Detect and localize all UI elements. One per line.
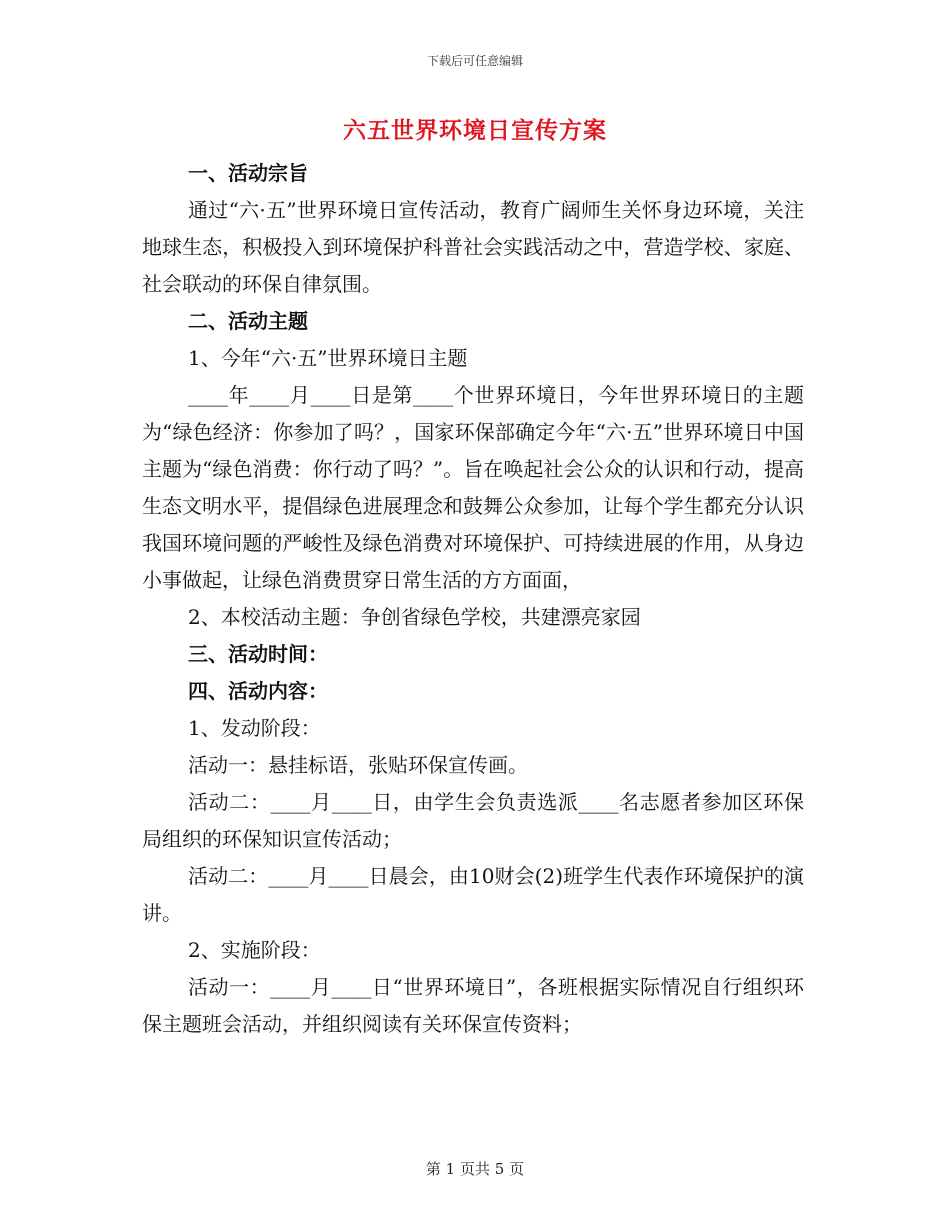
paragraph-purpose: 通过“六·五”世界环境日宣传活动，教育广阔师生关怀身边环境，关注地球生态，积极投入到环境保护科普社会实践活动之中，营造学校、家庭、社会联动的环保自律氛围。	[142, 198, 804, 296]
document-body	[142, 155, 804, 1043]
activity-item: 活动一：悬挂标语，张贴环保宣传画。	[188, 753, 528, 777]
activity-item: 活动一：____月____日“世界环境日”，各班根据实际情况自行组织环保主题班会活动，并组织阅读有关环保宣传资料；	[142, 975, 804, 1036]
section-heading-theme: 二、活动主题	[188, 309, 308, 333]
subheading-launch-stage: 1、发动阶段：	[188, 716, 321, 740]
activity-item: 活动二：____月____日，由学生会负责选派____名志愿者参加区环保局组织的环保知识宣传活动；	[142, 790, 804, 851]
document-title: 六五世界环境日宣传方案	[343, 117, 607, 144]
section-heading-purpose: 一、活动宗旨	[188, 161, 308, 185]
section-heading-content: 四、活动内容：	[188, 679, 328, 703]
subheading-implementation-stage: 2、实施阶段：	[188, 938, 321, 962]
page-header: 下载后可任意编辑	[426, 54, 523, 68]
subheading-theme-1: 1、今年“六·五”世界环境日主题	[188, 346, 468, 370]
paragraph-theme-details: ____年____月____日是第____个世界环境日，今年世界环境日的主题为“绿色经济：你参加了吗？，国家环保部确定今年“六·五”世界环境日中国主题为“绿色消费：你行动了吗？”。旨在唤起社会公众的认识和行动，提高生态文明水平，提倡绿色进展理念和鼓舞公众参加，让每个学生都充分认识我国环境问题的严峻性及绿色消费对环境保护、可持续进展的作用，从身边小事做起，让绿色消费贯穿日常生活的方方面面，	[142, 383, 804, 592]
activity-item: 活动二：____月____日晨会，由10财会(2)班学生代表作环境保护的演讲。	[142, 864, 804, 925]
subheading-theme-2: 2、本校活动主题：争创省绿色学校，共建漂亮家园	[188, 605, 641, 629]
section-heading-time: 三、活动时间：	[188, 642, 328, 666]
page-footer: 第 1 页共 5 页	[425, 1160, 525, 1178]
